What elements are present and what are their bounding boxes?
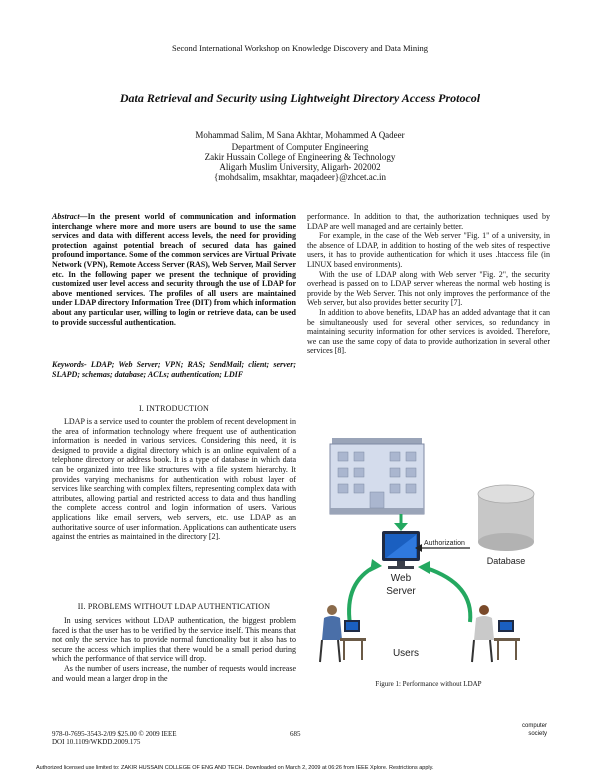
footer-citation [52,730,177,747]
license-notice: Authorized licensed use limited to: ZAKIR HUSSAIN COLLEGE OF ENG AND TECH. Downloaded on March 2, 2009 at 06:26 from IEEE Xplore. Restrictions apply. [36,765,434,771]
building-icon [330,438,424,514]
users-label: Users [392,648,420,659]
keywords-text: LDAP; Web Server; VPN; RAS; SendMail; client; server; SLAPD; schemas; database; ACLs; authentication; LDIF [52,360,296,379]
right-paragraph-4: In addition to above benefits, LDAP has an added advantage that it can be simultaneously used for several other services, so redundancy in maintaining security information for other services is avoided. Therefore, we can use the same copy of data to provide authorization in several other services [8]. [307,307,550,356]
footer-doi: DOI 10.1109/WKDD.2009.175 [52,738,141,747]
arrow-head-icon [418,561,430,574]
web-label: Web [390,573,412,584]
author-names: Mohammad Salim, M Sana Akhtar, Mohammed A Qadeer [195,130,405,140]
user-at-computer-icon [472,605,520,662]
section-1-paragraph: LDAP is a service used to counter the problem of recent development in the area of information technology where frequent use of authentication information is needed in various services. Considering this need, it is designed to provide a digital directory which is an online equivalent of a telephone directory or address book. It is a type of database in which data can be organized into tree like structures with a file system hierarchy. It provides varying mechanisms for authentication with robust layer of services like searching with complex filters, representing complex data with attributes, allowing partial and restricted access to data and thus handling the complete access control and login information of users. Various applications like email servers, web servers, etc. use LDAP as an authoritative source of user information. Applications can authenticate users against the entries as maintained in the directory [2]. [52,417,296,542]
workshop-header: Second International Workshop on Knowledge Discovery and Data Mining [172,43,428,53]
section-2-paragraph-1: In using services without LDAP authentication, the biggest problem faced is that the user has to be verified by the service itself. This means that not only the service has to provide normal functionality but it also has to secure the access which implies that there would be a small period during which the performance of that service will drop. [52,616,296,664]
database-icon [478,485,534,551]
right-column-text [307,212,550,356]
authorization-label: Authorization [424,540,465,547]
author-emails: {mohdsalim, msakhtar, maqadeer}@zhcet.ac.in [213,172,386,182]
logo-top-text: computer [521,723,547,729]
paper-title: Data Retrieval and Security using Lightweight Directory Access Protocol [119,91,481,105]
user-at-computer-icon [320,605,366,662]
keywords-label: Keywords- [52,360,91,369]
right-paragraph-2: For example, in the case of the Web server "Fig. 1" of a university, in the absence of LDAP, in addition to hosting of the web sites of respective users, it has to provide authentication for which it uses .htaccess file (in LINUX based environments). [307,231,550,269]
computer-monitor-icon [382,531,420,569]
keywords [52,360,296,379]
footer-isbn: 978-0-7695-3543-2/09 $25.00 © 2009 IEEE [52,730,177,738]
figure-1-caption: Figure 1: Performance without LDAP [375,680,482,688]
abstract-text: In the present world of communication and information interchange where more and more users are bound to use the same services and data with different access levels, the need for providing protection against potential breach of secured data has gained profound importance. Some of the common services are Virtual Private Network (VPN), Remote Access Server (RAS), Web Server, Mail Server etc. In the following paper we present the technique of providing customized user level access and security through the use of LDAP for above mentioned services. The profiles of all users are maintained under LDAP directory Information Tree (DIT) from which information about any particular user, willing to login or retrieve data, can be used to provide successful authentication. [52,212,296,327]
page-number: 685 [290,730,301,738]
database-label: Database [486,556,526,566]
logo-bottom-text: society [528,731,547,737]
right-paragraph-1: performance. In addition to that, the authorization techniques used by LDAP are well managed and are certainly better. [307,212,550,231]
computer-society-logo [505,722,547,738]
abstract [52,212,296,327]
section-2-body [52,616,296,683]
author-block [0,130,600,182]
abstract-label: Abstract— [52,212,88,221]
server-label: Server [386,586,416,597]
author-university: Aligarh Muslim University, Aligarh- 202002 [219,162,381,172]
arrow-head-icon [370,559,382,572]
author-college: Zakir Hussain College of Engineering & Technology [204,152,396,162]
section-1-heading: I. INTRODUCTION [138,404,210,413]
figure-1-diagram [310,434,550,679]
section-2-paragraph-2: As the number of users increase, the number of requests would increase and would mean a larger drop in the [52,663,296,683]
arrow-down-icon [394,514,408,531]
section-2-heading: II. PROBLEMS WITHOUT LDAP AUTHENTICATION [77,602,271,611]
author-department: Department of Computer Engineering [231,142,369,152]
right-paragraph-3: With the use of LDAP along with Web server "Fig. 2", the security overhead is passed on to LDAP server whereas the normal web hosting is provide by the Web Server. This not only improves the performance of the Web server, but also provides better security [7]. [307,269,550,308]
